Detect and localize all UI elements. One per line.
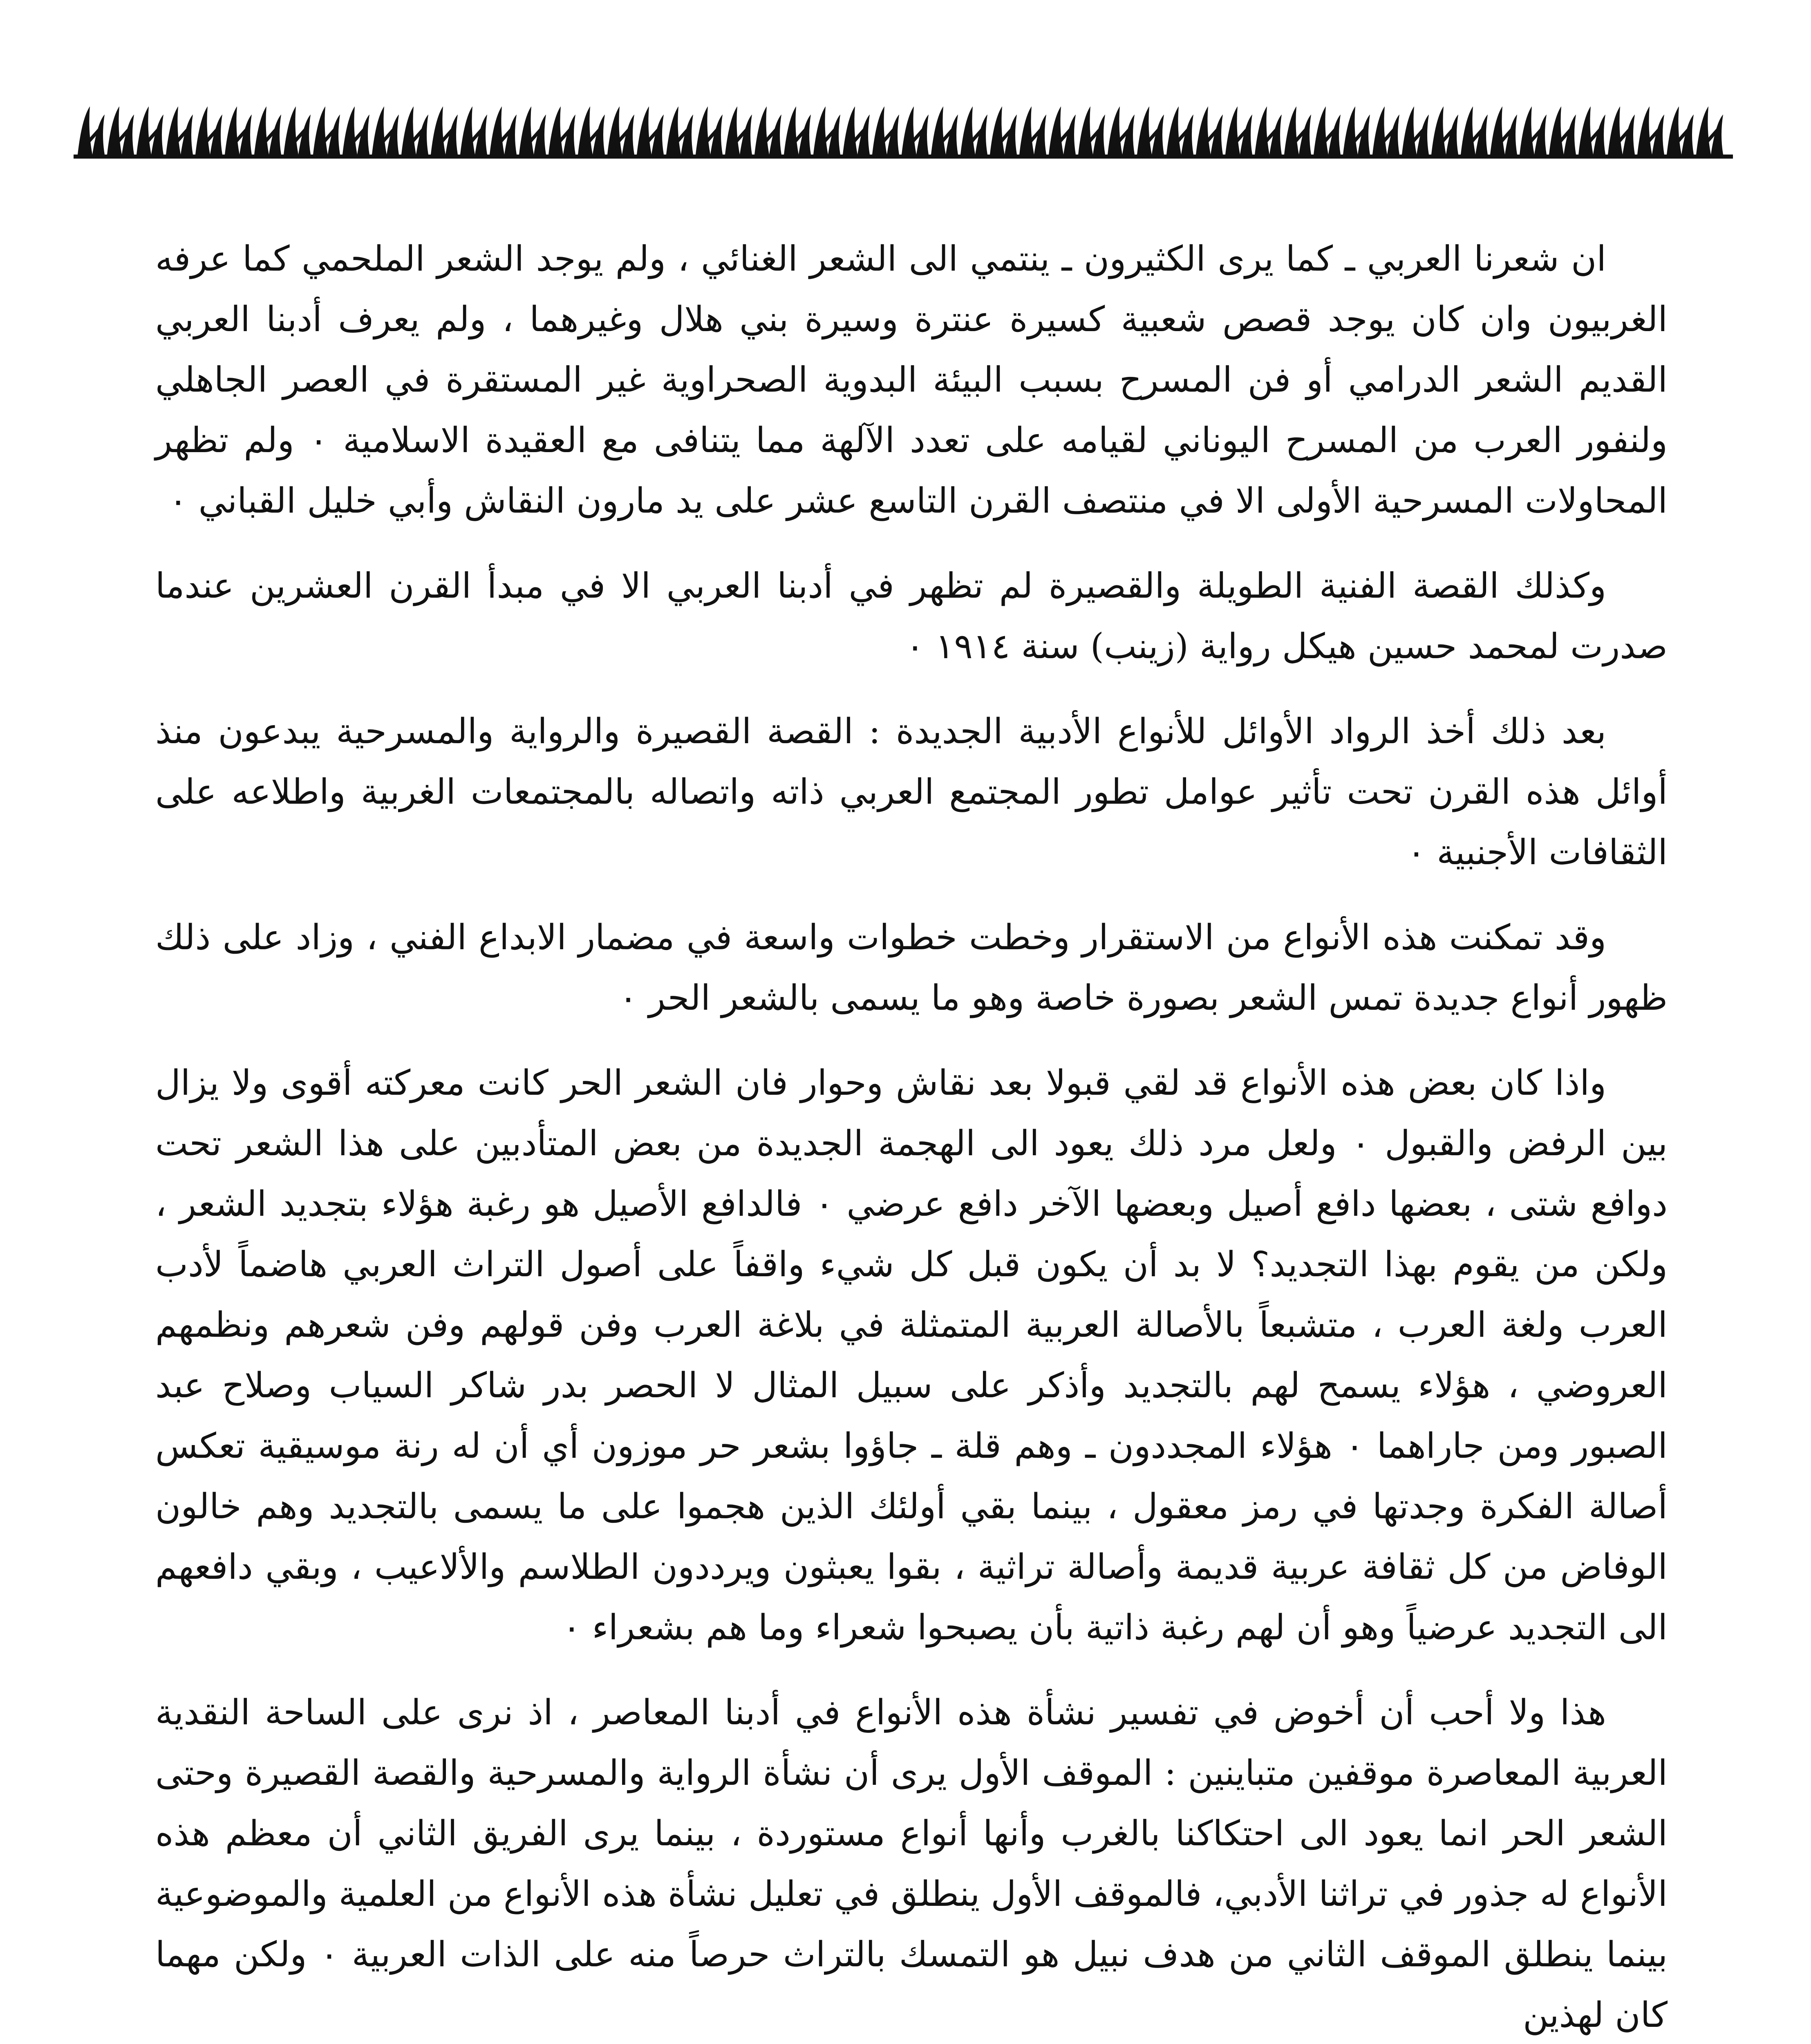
leaf-motif	[872, 106, 899, 155]
leaf-motif	[137, 106, 163, 155]
leaf-motif	[1049, 106, 1076, 155]
leaf-motif	[1166, 106, 1193, 155]
leaf-motif	[1431, 106, 1458, 155]
leaf-motif	[931, 106, 958, 155]
leaf-motif	[1608, 106, 1635, 155]
leaf-motif	[784, 106, 811, 155]
leaf-motif	[696, 106, 723, 155]
paragraph-5: واذا كان بعض هذه الأنواع قد لقي قبولا بعد نقاش وحوار فان الشعر الحر كانت معركته أقوى ولا يزال بين الرفض والقبول ٠ ولعل مرد ذلك يعود الى الهجمة الجديدة من بعض المتأدبين على هذا الشعر تحت دوافع شتى ، بعضها دافع أصيل وبعضها الآخر دافع عرضي ٠ فالدافع الأصيل هو رغبة هؤلاء بتجديد الشعر ، ولكن من يقوم بهذا التجديد؟ لا بد أن يكون قبل كل شيء واقفاً على أصول التراث العربي هاضماً لأدب العرب ولغة العرب ، متشبعاً بالأصالة العربية المتمثلة في بلاغة العرب وفن قولهم وفن شعرهم ونظمهم العروضي ، هؤلاء يسمح لهم بالتجديد وأذكر على سبيل المثال لا الحصر بدر شاكر السياب وصلاح عبد الصبور ومن جاراهما ٠ هؤلاء المجددون ـ وهم قلة ـ جاؤوا بشعر حر موزون أي أن له رنة موسيقية تعكس أصالة الفكرة وجدتها في رمز معقول ، بينما بقي أولئك الذين هجموا على ما يسمى بالتجديد وهم خالون الوفاض من كل ثقافة عربية قديمة وأصالة تراثية ، بقوا يعبثون ويرددون الطلاسم والألاعيب ، وبقي دافعهم الى التجديد عرضياً وهو أن لهم رغبة ذاتية بأن يصبحوا شعراء وما هم بشعراء ٠	[155, 1063, 1668, 1648]
leaf-motif	[813, 106, 840, 155]
leaf-motif	[960, 106, 987, 155]
leaf-motif	[1343, 106, 1370, 155]
leaf-motif	[843, 106, 870, 155]
leaf-motif	[578, 106, 605, 155]
leaf-motif	[1108, 106, 1135, 155]
leaf-motif	[1225, 106, 1252, 155]
leaf-motif	[754, 106, 781, 155]
paragraph-4: وقد تمكنت هذه الأنواع من الاستقرار وخطت خطوات واسعة في مضمار الابداع الفني ، وزاد على ذلك ظهور أنواع جديدة تمس الشعر بصورة خاصة وهو ما يسمى بالشعر الحر ٠	[155, 917, 1668, 1018]
leaf-motif	[902, 106, 929, 155]
leaf-motif	[107, 106, 134, 155]
ornament-baseline	[74, 155, 1733, 159]
leaf-motif	[637, 106, 664, 155]
leaf-motif	[284, 106, 311, 155]
leaf-motif	[1402, 106, 1429, 155]
leaf-motif	[254, 106, 281, 155]
leaf-motif	[1078, 106, 1105, 155]
leaf-motif	[1696, 106, 1723, 155]
leaf-motif	[1137, 106, 1164, 155]
leaf-motif	[1490, 106, 1517, 155]
decorative-header-border	[74, 94, 1733, 168]
leaf-motif	[1520, 106, 1547, 155]
leaf-motif	[1255, 106, 1282, 155]
paragraph-1: ان شعرنا العربي ـ كما يرى الكثيرون ـ ينتمي الى الشعر الغنائي ، ولم يوجد الشعر الملحمي كما عرفه الغربيون وان كان يوجد قصص شعبية كسيرة عنترة وسيرة بني هلال وغيرهما ، ولم يعرف أدبنا العربي القديم الشعر الدرامي أو فن المسرح بسبب البيئة البدوية الصحراوية غير المستقرة في العصر الجاهلي ولنفور العرب من المسرح اليوناني لقيامه على تعدد الآلهة مما يتنافى مع العقيدة الاسلامية ٠ ولم تظهر المحاولات المسرحية الأولى الا في منتصف القرن التاسع عشر على يد مارون النقاش وأبي خليل القباني ٠	[155, 239, 1668, 521]
ornament-motifs	[78, 106, 1723, 155]
leaf-motif	[725, 106, 752, 155]
leaf-motif	[607, 106, 634, 155]
page-body	[155, 229, 1668, 2044]
leaf-motif	[1372, 106, 1399, 155]
leaf-motif	[401, 106, 428, 155]
leaf-motif	[990, 106, 1017, 155]
leaf-motif	[372, 106, 399, 155]
paragraph-6: هذا ولا أحب أن أخوض في تفسير نشأة هذه الأنواع في أدبنا المعاصر ، اذ نرى على الساحة النقدية العربية المعاصرة موقفين متباينين : الموقف الأول يرى أن نشأة الرواية والمسرحية والقصة القصيرة وحتى الشعر الحر انما يعود الى احتكاكنا بالغرب وأنها أنواع مستوردة ، بينما يرى الفريق الثاني أن معظم هذه الأنواع له جذور في تراثنا الأدبي، فالموقف الأول ينطلق في تعليل نشأة هذه الأنواع من العلمية والموضوعية بينما ينطلق الموقف الثاني من هدف نبيل هو التمسك بالتراث حرصاً منه على الذات العربية ٠ ولكن مهما كان لهذين	[155, 1692, 1668, 2035]
leaf-motif	[1637, 106, 1664, 155]
leaf-motif	[666, 106, 693, 155]
leaf-motif	[1019, 106, 1046, 155]
leaf-motif	[1578, 106, 1605, 155]
leaf-motif	[1314, 106, 1341, 155]
leaf-motif	[490, 106, 517, 155]
paragraph-2: وكذلك القصة الفنية الطويلة والقصيرة لم تظهر في أدبنا العربي الا في مبدأ القرن العشرين عندما صدرت لمحمد حسين هيكل رواية (زينب) سنة ١٩١٤ ٠	[155, 566, 1668, 667]
leaf-motif	[460, 106, 487, 155]
leaf-motif	[548, 106, 575, 155]
leaf-motif	[1284, 106, 1311, 155]
leaf-motif	[1461, 106, 1488, 155]
leaf-motif	[313, 106, 340, 155]
leaf-motif	[78, 106, 105, 155]
leaf-motif	[343, 106, 369, 155]
leaf-motif	[225, 106, 252, 155]
paragraph-3: بعد ذلك أخذ الرواد الأوائل للأنواع الأدبية الجديدة : القصة القصيرة والرواية والمسرحية يبدعون منذ أوائل هذه القرن تحت تأثير عوامل تطور المجتمع العربي ذاته واتصاله بالمجتمعات الغربية واطلاعه على الثقافات الأجنبية ٠	[155, 711, 1668, 873]
leaf-motif	[1196, 106, 1223, 155]
leaf-motif	[431, 106, 458, 155]
leaf-motif	[195, 106, 222, 155]
leaf-motif	[1667, 106, 1694, 155]
leaf-motif	[519, 106, 546, 155]
leaf-motif	[166, 106, 193, 155]
leaf-motif	[1549, 106, 1576, 155]
